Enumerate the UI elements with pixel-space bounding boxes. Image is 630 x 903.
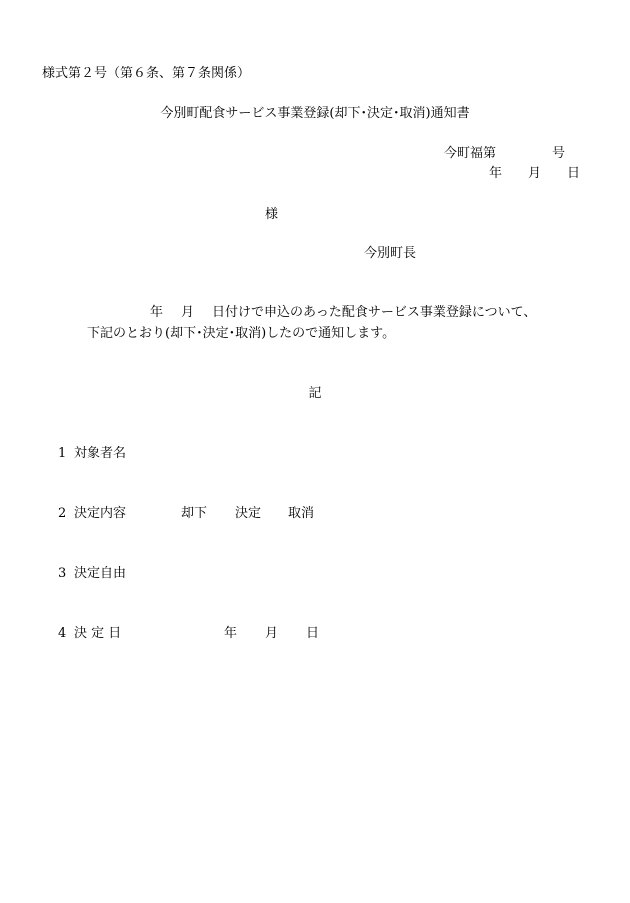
item-label: 対象者名 [74,446,127,461]
document-number-prefix: 今町福第 [444,146,497,161]
item-number: 3 [58,566,67,581]
decision-date-day: 日 [306,626,320,641]
body-line-2: 下記のとおり(却下･決定･取消)したので通知します。 [87,326,396,341]
body-month: 月 [181,305,195,320]
issuer-name: 今別町長 [364,246,417,261]
option-decision: 決定 [235,506,262,521]
item-label: 決定内容 [74,506,127,521]
option-cancellation: 取消 [288,506,315,521]
item-label: 決定自由 [74,566,127,581]
document-number-suffix: 号 [552,146,566,161]
document-date-day: 日 [567,166,581,181]
decision-date-year: 年 [224,626,238,641]
body-text-1: 日付けで申込のあった配食サービス事業登録について、 [212,305,537,320]
ki-heading: 記 [308,386,322,401]
item-decision-content [58,506,126,522]
decision-date [224,626,319,642]
item-decision-date [58,626,121,642]
item-label: 決 定 日 [74,626,122,641]
option-rejection: 却下 [181,506,208,521]
document-title: 今別町配食サービス事業登録(却下･決定･取消)通知書 [160,106,470,121]
item-number: 2 [58,506,67,521]
body-year: 年 [150,305,164,320]
addressee-honorific: 様 [265,207,279,222]
item-decision-reason [58,566,126,582]
item-target-name [58,446,126,462]
item-number: 4 [58,626,67,641]
document-date-year: 年 [489,166,503,181]
document-date-month: 月 [528,166,542,181]
form-number: 様式第２号（第６条、第７条関係） [42,66,251,81]
document-number [444,146,565,162]
body-line-1 [150,305,536,321]
decision-date-month: 月 [265,626,279,641]
item-number: 1 [58,446,67,461]
document-date [489,166,580,182]
